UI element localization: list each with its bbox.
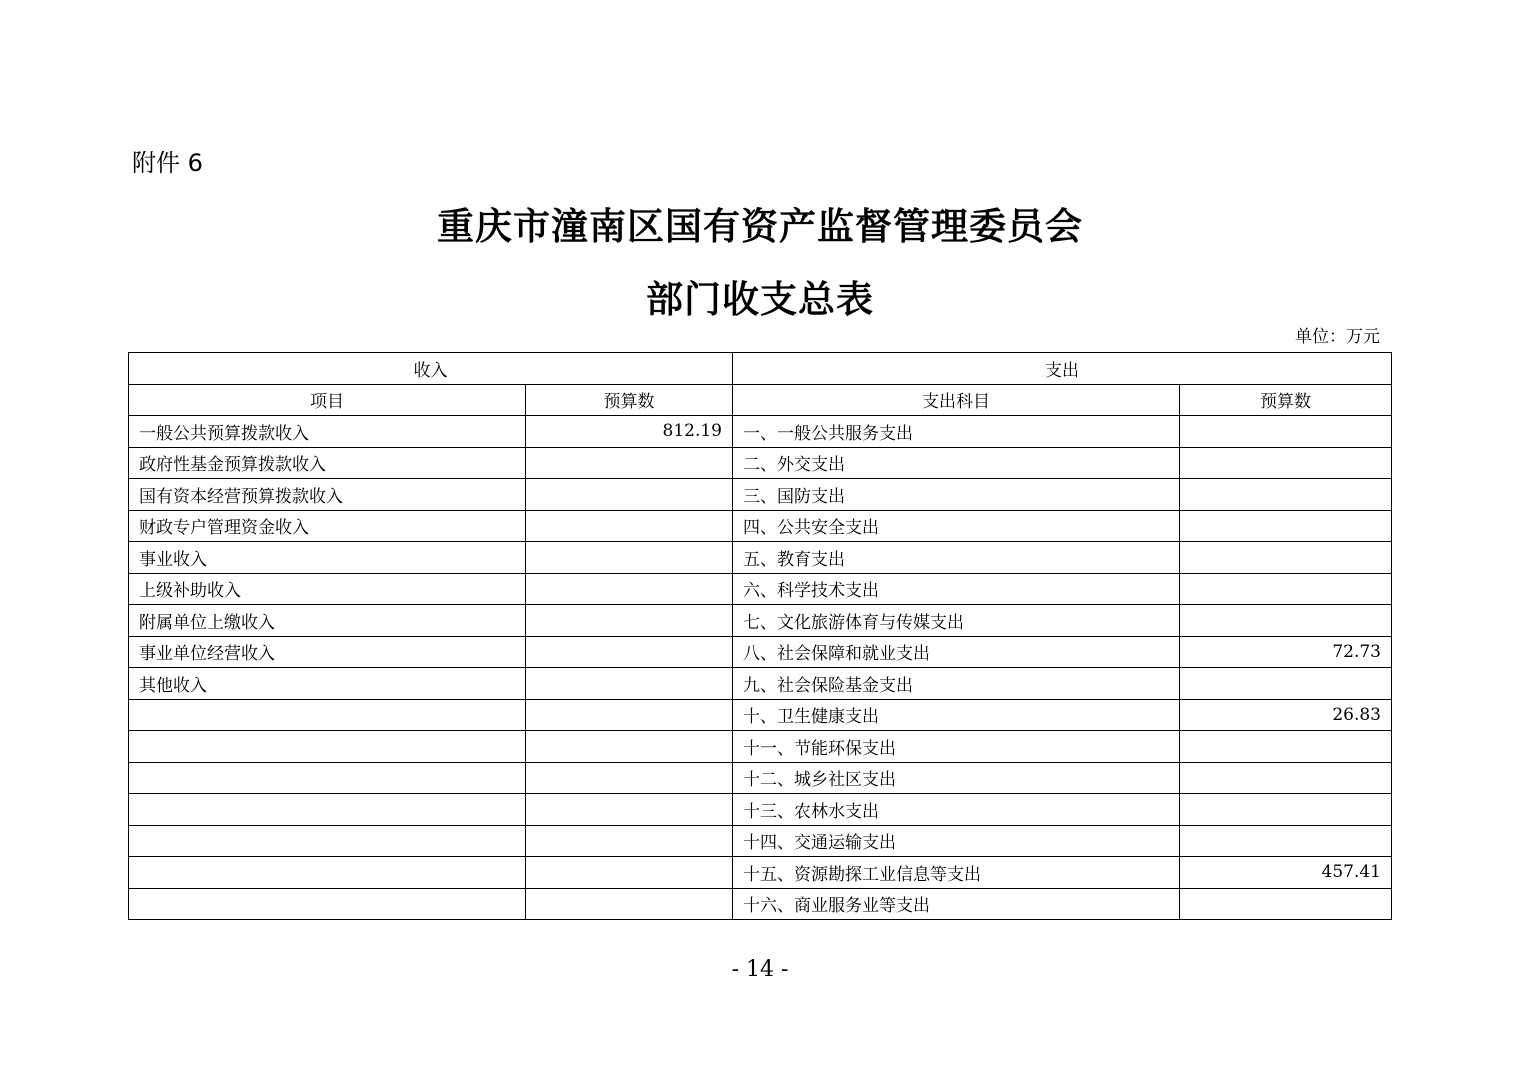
expense-amount-cell: 26.83 <box>1180 699 1392 731</box>
income-item-cell: 财政专户管理资金收入 <box>129 510 526 542</box>
income-group-header: 收入 <box>129 353 733 385</box>
table-row <box>129 605 1392 637</box>
income-item-header: 项目 <box>129 384 526 416</box>
expense-amount-cell <box>1180 573 1392 605</box>
table-row <box>129 699 1392 731</box>
income-amount-cell <box>526 888 733 920</box>
expense-item-cell: 十二、城乡社区支出 <box>733 762 1180 794</box>
table-column-header-row <box>129 384 1392 416</box>
expense-amount-cell <box>1180 762 1392 794</box>
table-row <box>129 542 1392 574</box>
expense-item-cell: 十、卫生健康支出 <box>733 699 1180 731</box>
expense-item-cell: 十一、节能环保支出 <box>733 731 1180 763</box>
expense-amount-cell <box>1180 447 1392 479</box>
table-row <box>129 510 1392 542</box>
table-row <box>129 731 1392 763</box>
budget-table <box>128 352 1392 920</box>
expense-item-cell: 十三、农林水支出 <box>733 794 1180 826</box>
page-subtitle: 部门收支总表 <box>646 277 874 321</box>
attachment-label: 附件 6 <box>132 149 203 177</box>
expense-amount-cell <box>1180 825 1392 857</box>
table-row <box>129 416 1392 448</box>
income-amount-cell <box>526 762 733 794</box>
table-row <box>129 573 1392 605</box>
table-row <box>129 825 1392 857</box>
expense-item-cell: 十四、交通运输支出 <box>733 825 1180 857</box>
table-row <box>129 636 1392 668</box>
expense-amount-cell <box>1180 794 1392 826</box>
expense-amount-cell <box>1180 668 1392 700</box>
income-item-cell: 附属单位上缴收入 <box>129 605 526 637</box>
expense-item-cell: 三、国防支出 <box>733 479 1180 511</box>
income-item-cell: 事业收入 <box>129 542 526 574</box>
income-item-cell <box>129 825 526 857</box>
expense-item-cell: 六、科学技术支出 <box>733 573 1180 605</box>
income-amount-cell <box>526 573 733 605</box>
income-amount-cell <box>526 731 733 763</box>
income-item-cell: 上级补助收入 <box>129 573 526 605</box>
income-amount-cell <box>526 479 733 511</box>
table-row <box>129 794 1392 826</box>
expense-item-cell: 一、一般公共服务支出 <box>733 416 1180 448</box>
income-item-cell <box>129 794 526 826</box>
income-item-cell: 事业单位经营收入 <box>129 636 526 668</box>
income-budget-header: 预算数 <box>526 384 733 416</box>
expense-amount-cell <box>1180 731 1392 763</box>
table-row <box>129 857 1392 889</box>
table-body <box>129 416 1392 920</box>
expense-item-cell: 九、社会保险基金支出 <box>733 668 1180 700</box>
income-amount-cell <box>526 605 733 637</box>
table-group-header-row <box>129 353 1392 385</box>
income-amount-cell <box>526 857 733 889</box>
expense-amount-cell: 72.73 <box>1180 636 1392 668</box>
expense-amount-cell <box>1180 479 1392 511</box>
income-amount-cell <box>526 510 733 542</box>
expense-item-cell: 十五、资源勘探工业信息等支出 <box>733 857 1180 889</box>
income-item-cell <box>129 731 526 763</box>
income-item-cell: 一般公共预算拨款收入 <box>129 416 526 448</box>
expense-group-header: 支出 <box>733 353 1392 385</box>
income-amount-cell <box>526 447 733 479</box>
expense-item-cell: 十六、商业服务业等支出 <box>733 888 1180 920</box>
expense-amount-cell <box>1180 510 1392 542</box>
expense-amount-cell <box>1180 416 1392 448</box>
expense-item-cell: 五、教育支出 <box>733 542 1180 574</box>
page-title: 重庆市潼南区国有资产监督管理委员会 <box>437 204 1083 248</box>
expense-amount-cell: 457.41 <box>1180 857 1392 889</box>
expense-amount-cell <box>1180 605 1392 637</box>
expense-item-cell: 四、公共安全支出 <box>733 510 1180 542</box>
income-item-cell <box>129 699 526 731</box>
expense-budget-header: 预算数 <box>1180 384 1392 416</box>
income-item-cell <box>129 888 526 920</box>
table-row <box>129 762 1392 794</box>
income-amount-cell <box>526 699 733 731</box>
income-amount-cell <box>526 542 733 574</box>
expense-amount-cell <box>1180 888 1392 920</box>
expense-amount-cell <box>1180 542 1392 574</box>
income-item-cell: 其他收入 <box>129 668 526 700</box>
expense-subject-header: 支出科目 <box>733 384 1180 416</box>
income-item-cell: 政府性基金预算拨款收入 <box>129 447 526 479</box>
expense-item-cell: 八、社会保障和就业支出 <box>733 636 1180 668</box>
table-row <box>129 447 1392 479</box>
unit-label: 单位：万元 <box>1295 327 1380 347</box>
income-amount-cell <box>526 668 733 700</box>
income-item-cell: 国有资本经营预算拨款收入 <box>129 479 526 511</box>
income-item-cell <box>129 762 526 794</box>
income-amount-cell: 812.19 <box>526 416 733 448</box>
income-amount-cell <box>526 794 733 826</box>
expense-item-cell: 二、外交支出 <box>733 447 1180 479</box>
table-row <box>129 888 1392 920</box>
table-row <box>129 668 1392 700</box>
table-row <box>129 479 1392 511</box>
expense-item-cell: 七、文化旅游体育与传媒支出 <box>733 605 1180 637</box>
page-number: - 14 - <box>731 957 789 982</box>
income-amount-cell <box>526 825 733 857</box>
income-item-cell <box>129 857 526 889</box>
income-amount-cell <box>526 636 733 668</box>
